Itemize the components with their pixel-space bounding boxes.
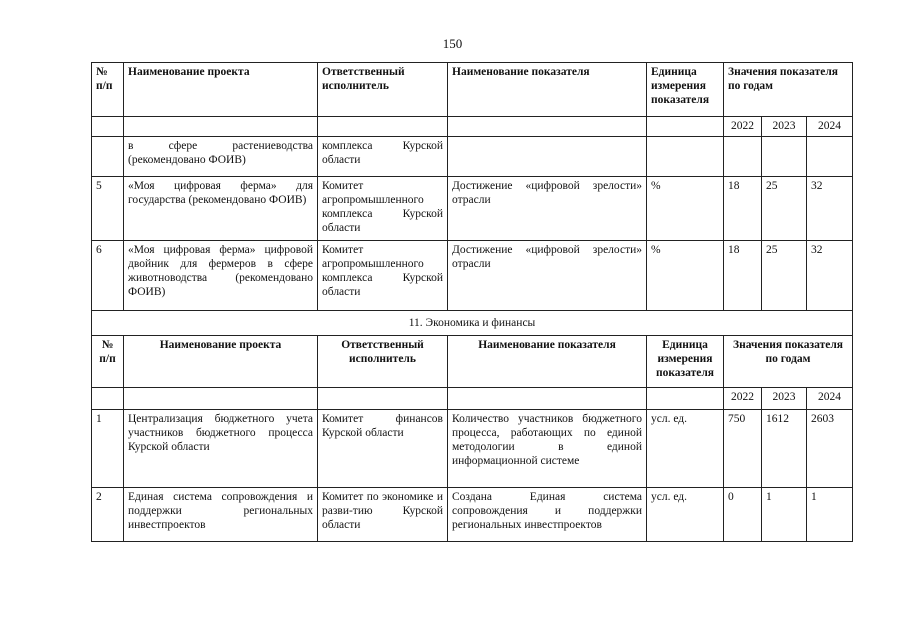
row-project-rest: (рекомендовано ФОИВ) — [128, 154, 246, 166]
row-v2023: 25 — [762, 241, 807, 311]
header-year-2022: 2022 — [724, 117, 762, 137]
row-v2022 — [724, 137, 762, 177]
row-unit: % — [647, 241, 724, 311]
row-num: 2 — [92, 488, 124, 542]
header-project: Наименование проекта — [124, 63, 318, 117]
header-year-2023: 2023 — [762, 388, 807, 410]
row-indicator: Количество участников бюджетного процесса, работающих по единой методологии в единой информационной системе — [448, 410, 647, 488]
projects-table — [91, 62, 853, 542]
row-num: 5 — [92, 177, 124, 241]
row-num: 6 — [92, 241, 124, 311]
row-v2022: 18 — [724, 177, 762, 241]
table-years-row — [92, 388, 853, 410]
row-indicator: Достижение «цифровой зрелости» отрасли — [448, 241, 647, 311]
row-v2024: 32 — [807, 177, 853, 241]
row-v2022: 0 — [724, 488, 762, 542]
header-unit: Единица измерения показателя — [647, 63, 724, 117]
header-num: № п/п — [92, 63, 124, 117]
row-indicator — [448, 137, 647, 177]
row-executor — [318, 137, 448, 177]
header-unit: Единица измерения показателя — [647, 336, 724, 388]
header-values: Значения показателя по годам — [724, 336, 853, 388]
header-year-2024: 2024 — [807, 388, 853, 410]
section-title-row — [92, 311, 853, 336]
header-indicator: Наименование показателя — [448, 336, 647, 388]
table-row — [92, 137, 853, 177]
row-v2023: 25 — [762, 177, 807, 241]
row-num: 1 — [92, 410, 124, 488]
row-executor: Комитет финансов Курской области — [318, 410, 448, 488]
row-project: Централизация бюджетного учета участников бюджетного процесса Курской области — [124, 410, 318, 488]
section-title: 11. Экономика и финансы — [92, 311, 853, 336]
row-indicator: Создана Единая система сопровождения и поддержки региональных инвестпроектов — [448, 488, 647, 542]
row-v2022: 750 — [724, 410, 762, 488]
table-row — [92, 177, 853, 241]
header-values: Значения показателя по годам — [724, 63, 853, 117]
row-project-line1: в сфере растениеводства — [128, 140, 313, 152]
row-v2023: 1 — [762, 488, 807, 542]
row-v2024: 1 — [807, 488, 853, 542]
table-header-row — [92, 63, 853, 117]
row-executor-line1: комплекса Курской — [322, 140, 443, 152]
row-executor: Комитет агропромышленного комплекса Курской области — [318, 177, 448, 241]
row-project: Единая система сопровождения и поддержки региональных инвестпроектов — [124, 488, 318, 542]
row-num — [92, 137, 124, 177]
row-unit: % — [647, 177, 724, 241]
header-indicator: Наименование показателя — [448, 63, 647, 117]
row-v2022: 18 — [724, 241, 762, 311]
table-row — [92, 488, 853, 542]
header-executor: Ответственный исполнитель — [318, 63, 448, 117]
row-indicator: Достижение «цифровой зрелости» отрасли — [448, 177, 647, 241]
table-row — [92, 410, 853, 488]
table-header-row — [92, 336, 853, 388]
header-project: Наименование проекта — [124, 336, 318, 388]
header-year-2023: 2023 — [762, 117, 807, 137]
header-year-2022: 2022 — [724, 388, 762, 410]
row-v2023 — [762, 137, 807, 177]
row-v2024: 32 — [807, 241, 853, 311]
row-project — [124, 137, 318, 177]
row-v2024: 2603 — [807, 410, 853, 488]
table-years-row — [92, 117, 853, 137]
row-v2024 — [807, 137, 853, 177]
header-year-2024: 2024 — [807, 117, 853, 137]
row-project: «Моя цифровая ферма» для государства (рекомендовано ФОИВ) — [124, 177, 318, 241]
row-unit — [647, 137, 724, 177]
row-unit: усл. ед. — [647, 410, 724, 488]
row-project: «Моя цифровая ферма» цифровой двойник для фермеров в сфере животноводства (рекомендовано ФОИВ) — [124, 241, 318, 311]
header-executor: Ответственный исполнитель — [318, 336, 448, 388]
row-unit: усл. ед. — [647, 488, 724, 542]
row-executor: Комитет агропромышленного комплекса Курской области — [318, 241, 448, 311]
table-row — [92, 241, 853, 311]
row-executor-rest: области — [322, 154, 361, 166]
row-v2023: 1612 — [762, 410, 807, 488]
row-executor: Комитет по экономике и разви-тию Курской области — [318, 488, 448, 542]
header-num: № п/п — [92, 336, 124, 388]
page-number: 150 — [442, 36, 463, 51]
